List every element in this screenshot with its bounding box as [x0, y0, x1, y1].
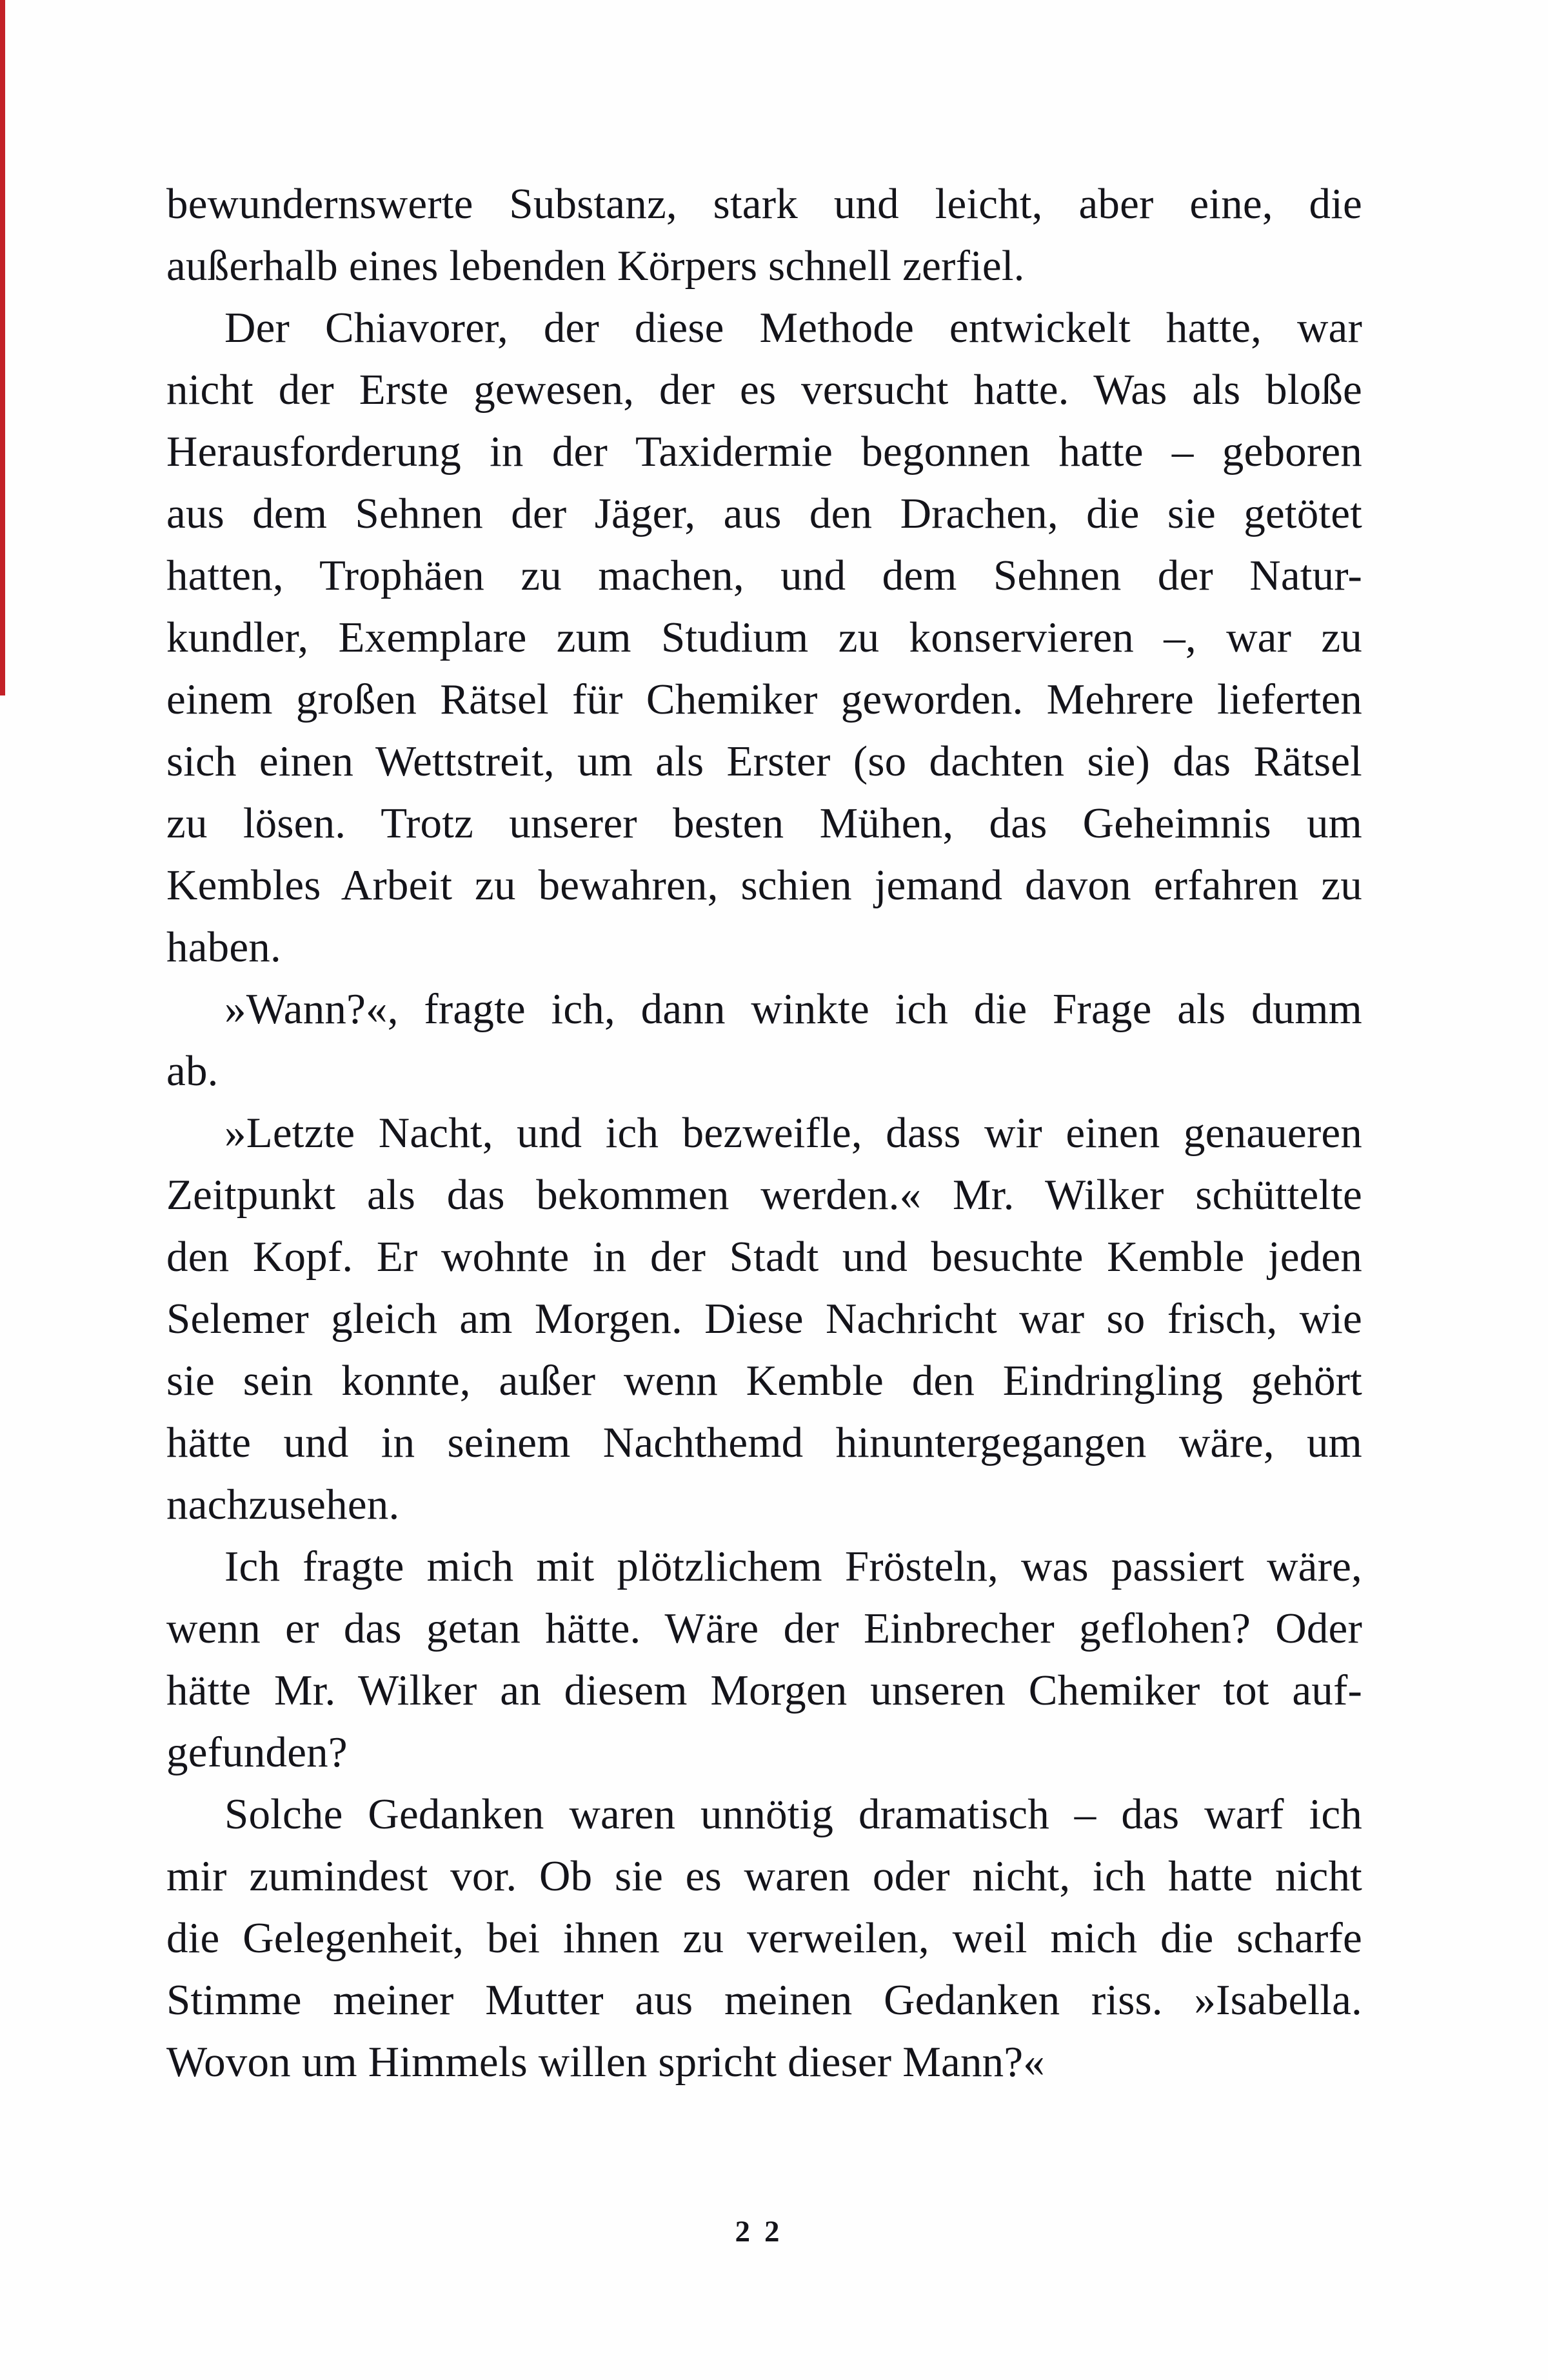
text-line: Kembles Arbeit zu bewahren, schien jemand davon erfahren zu [166, 861, 1362, 909]
text-line: wenn er das getan hätte. Wäre der Einbrecher geflohen? Oder [166, 1605, 1362, 1652]
text-line: hatten, Trophäen zu machen, und dem Sehnen der Natur- [166, 552, 1362, 599]
text-line: Wovon um Himmels willen spricht dieser Mann?« [166, 2038, 1045, 2086]
text-line: hätte und in seinem Nachthemd hinuntergegangen wäre, um [166, 1419, 1362, 1466]
text-line: Zeitpunkt als das bekommen werden.« Mr. Wilker schüttelte [166, 1171, 1362, 1219]
body-text [166, 173, 1362, 2093]
text-line: »Wann?«, fragte ich, dann winkte ich die Frage als dumm [224, 985, 1362, 1033]
text-line: die Gelegenheit, bei ihnen zu verweilen, weil mich die scharfe [166, 1914, 1362, 1962]
text-line: Selemer gleich am Morgen. Diese Nachricht war so frisch, wie [166, 1295, 1362, 1343]
text-line: sich einen Wettstreit, um als Erster (so dachten sie) das Rätsel [166, 737, 1362, 785]
text-line: nicht der Erste gewesen, der es versucht hatte. Was als bloße [166, 366, 1362, 414]
text-line: Der Chiavorer, der diese Methode entwickelt hatte, war [224, 304, 1362, 352]
text-line: bewundernswerte Substanz, stark und leicht, aber eine, die [166, 180, 1362, 228]
text-line: sie sein konnte, außer wenn Kemble den Eindringling gehört [166, 1357, 1362, 1405]
text-line: nachzusehen. [166, 1481, 400, 1528]
text-line: zu lösen. Trotz unserer besten Mühen, das Geheimnis um [166, 799, 1362, 847]
text-line: ab. [166, 1047, 219, 1095]
text-line: »Letzte Nacht, und ich bezweifle, dass wir einen genaueren [224, 1109, 1362, 1157]
text-line: Stimme meiner Mutter aus meinen Gedanken riss. »Isabella. [166, 1976, 1362, 2024]
text-line: den Kopf. Er wohnte in der Stadt und besuchte Kemble jeden [166, 1233, 1362, 1281]
text-line: gefunden? [166, 1728, 348, 1776]
text-line: Herausforderung in der Taxidermie begonnen hatte – geboren [166, 428, 1362, 475]
page-edge-accent [0, 0, 5, 695]
text-line: hätte Mr. Wilker an diesem Morgen unseren Chemiker tot auf- [166, 1666, 1362, 1714]
text-line: außerhalb eines lebenden Körpers schnell zerfiel. [166, 242, 1025, 290]
text-line: einem großen Rätsel für Chemiker geworden. Mehrere lieferten [166, 675, 1362, 723]
text-line: mir zumindest vor. Ob sie es waren oder nicht, ich hatte nicht [166, 1852, 1362, 1900]
text-line: kundler, Exemplare zum Studium zu konservieren –, war zu [166, 614, 1362, 661]
text-line: Solche Gedanken waren unnötig dramatisch – das warf ich [224, 1790, 1362, 1838]
text-line: haben. [166, 923, 281, 971]
text-line: aus dem Sehnen der Jäger, aus den Drachen, die sie getötet [166, 490, 1362, 537]
text-line: Ich fragte mich mit plötzlichem Frösteln, was passiert wäre, [224, 1543, 1362, 1590]
page-number: 22 [735, 2215, 794, 2248]
